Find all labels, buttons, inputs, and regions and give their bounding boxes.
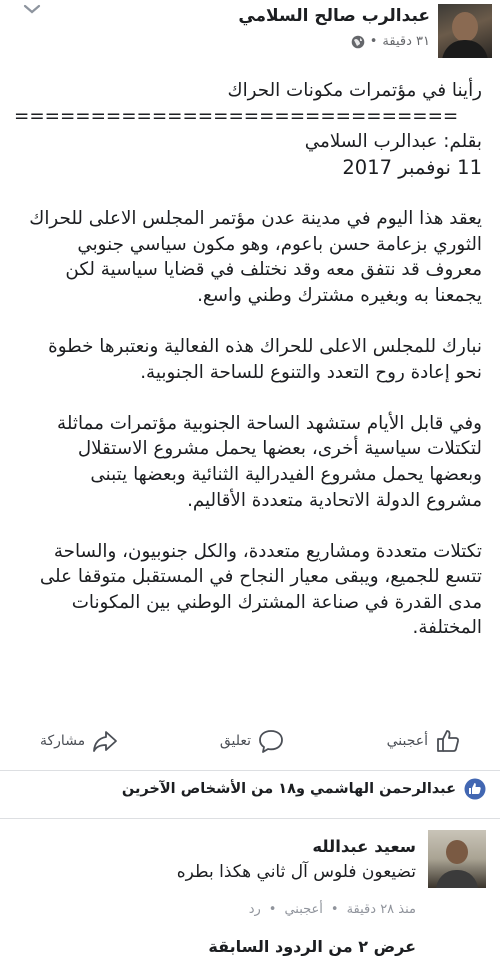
- post-body: [14, 78, 482, 641]
- post-text-line: تتسع للجميع، ويبقى معيار النجاح في المستقبل متوقفا على: [39, 566, 482, 588]
- post-text-line: تكتلات متعددة ومشاريع متعددة، والكل جنوبيون، والساحة: [53, 540, 482, 562]
- post-text-line: وفي قابل الأيام ستشهد الساحة الجنوبية مؤتمرات مماثلة: [57, 412, 482, 434]
- post-text-line: لتكتلات سياسية أخرى، بعضها يحمل مشروع الاستقلال: [77, 438, 482, 460]
- paragraph-gap: [14, 180, 482, 206]
- like-label: أعجبني: [386, 733, 428, 749]
- author-name[interactable]: عبدالرب صالح السلامي: [238, 6, 430, 26]
- comment-reply-link[interactable]: رد: [248, 902, 261, 917]
- paragraph-gap: [14, 308, 482, 334]
- post-meta: [351, 34, 430, 49]
- like-button[interactable]: [387, 728, 462, 754]
- reactions-summary[interactable]: [122, 778, 486, 800]
- globe-icon: [351, 35, 365, 49]
- post-time[interactable]: ٣١ دقيقة: [382, 34, 430, 49]
- comment-like-link[interactable]: أعجبني: [284, 902, 323, 917]
- meta-dot: •: [268, 902, 277, 917]
- share-icon: [91, 728, 119, 754]
- post-text-line: معروف قد نتفق معه وقد نختلف في قضايا سياسية لكن: [65, 259, 482, 281]
- post-text-line: رأينا في مؤتمرات مكونات الحراك: [227, 80, 482, 101]
- comment-label: تعليق: [219, 733, 251, 749]
- post-text-line: بقلم: عبدالرب السلامي: [304, 131, 482, 153]
- post-text-line: نحو إعادة روح التعدد والتنوع للساحة الجنوبية.: [140, 361, 482, 383]
- author-avatar[interactable]: [438, 4, 492, 58]
- comment-time: منذ ٢٨ دقيقة: [346, 902, 416, 917]
- reactions-text: عبدالرحمن الهاشمي و١٨ من الأشخاص الآخرين: [121, 781, 456, 797]
- post-text-line: المختلفة.: [412, 617, 482, 639]
- share-label: مشاركة: [40, 733, 86, 749]
- comment-icon: [257, 728, 285, 754]
- post-text-line: وبعضها يحمل مشروع الفيدرالية الثنائية وبعضها يتبنى: [90, 463, 482, 485]
- comment-button[interactable]: [220, 728, 285, 754]
- like-badge-icon: [464, 778, 486, 800]
- commenter-avatar[interactable]: [428, 830, 486, 888]
- paragraph-gap: [14, 385, 482, 411]
- post-text-line: الثوري بزعامة حسن باعوم، وهو مكون سياسي جنوبي: [77, 233, 482, 255]
- chevron-down-icon[interactable]: [22, 2, 42, 16]
- meta-dot: •: [330, 902, 339, 917]
- divider: [0, 818, 500, 819]
- divider: [0, 770, 500, 771]
- meta-separator: •: [369, 34, 378, 49]
- action-bar: [0, 724, 500, 768]
- post-text-line: 11 نوفمبر 2017: [342, 155, 482, 179]
- post-text-line: مشروع الدولة الاتحادية متعددة الأقاليم.: [187, 489, 482, 511]
- post-text-line: =============================: [14, 105, 459, 127]
- paragraph-gap: [14, 513, 482, 539]
- like-icon: [434, 728, 462, 754]
- comment-meta: [249, 902, 416, 917]
- post-text-line: يجمعنا به وبغيره مشترك وطني واسع.: [197, 284, 482, 306]
- share-button[interactable]: [40, 728, 119, 754]
- post-text-line: يعقد هذا اليوم في مدينة عدن مؤتمر المجلس الاعلى للحراك: [29, 207, 482, 229]
- comment-text: تضيعون فلوس آل ثاني هكذا بطره: [176, 862, 416, 882]
- commenter-name[interactable]: سعيد عبدالله: [312, 837, 416, 856]
- post-text-line: نبارك للمجلس الاعلى للحراك هذه الفعالية ونعتبرها خطوة: [48, 335, 482, 357]
- post-header: [0, 0, 500, 64]
- view-previous-replies[interactable]: عرض ٢ من الردود السابقة: [208, 937, 416, 956]
- post-text-line: مدى القدرة في صناعة المشترك الوطني بين المكونات: [71, 591, 482, 613]
